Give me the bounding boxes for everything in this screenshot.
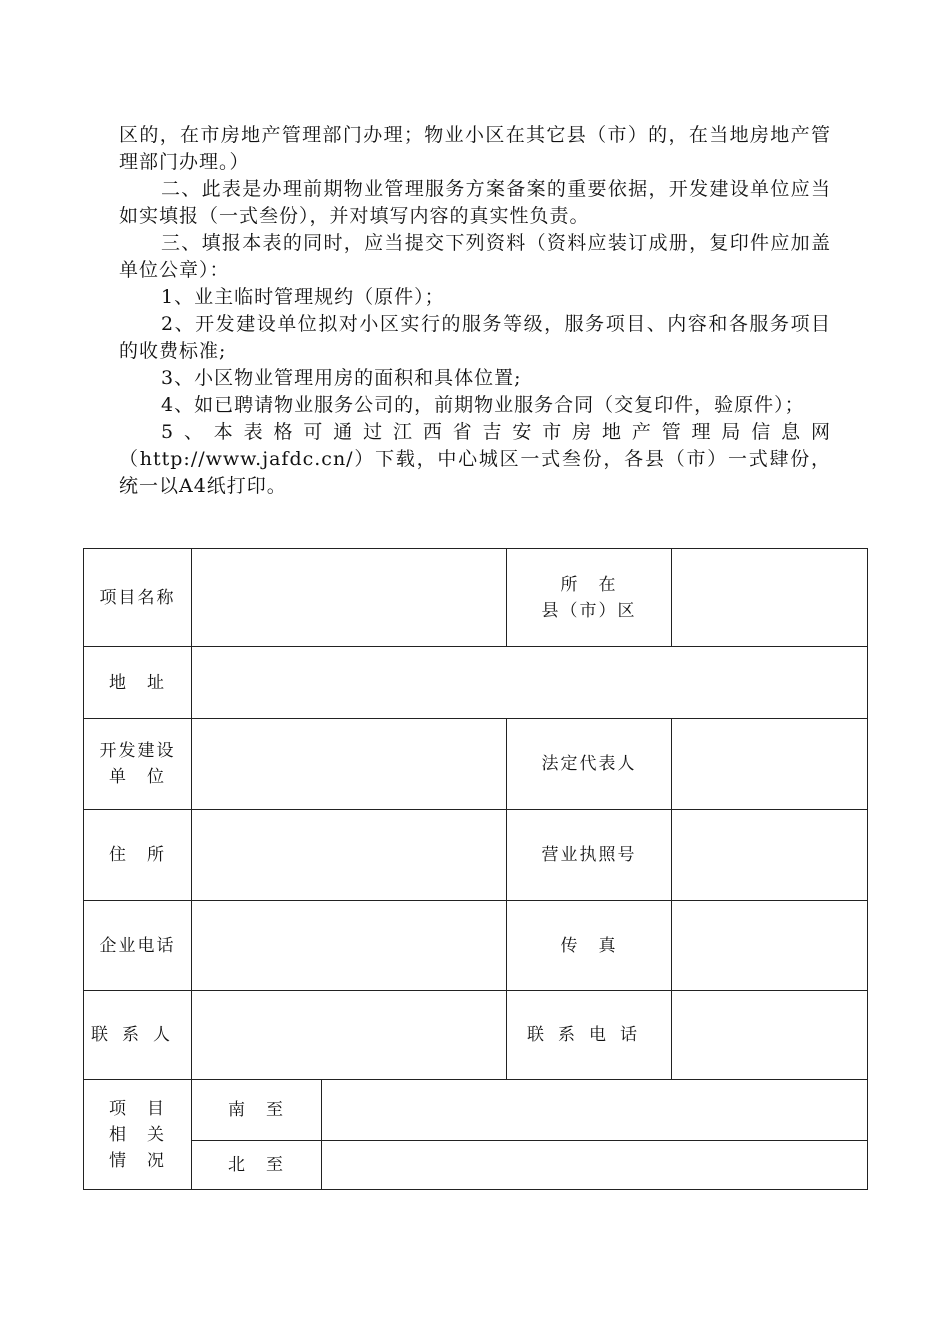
table-row <box>84 991 868 1080</box>
developer-label-line2: 单 位 <box>109 767 166 787</box>
phone-field[interactable] <box>192 901 507 991</box>
note-paragraph-2: 二、此表是办理前期物业管理服务方案备案的重要依据，开发建设单位应当如实填报（一式叁份），并对填写内容的真实性负责。 <box>119 178 831 227</box>
contact-phone-label: 联系电话 <box>507 991 672 1080</box>
instructions-text <box>119 122 831 500</box>
legal-rep-label: 法定代表人 <box>507 719 672 810</box>
table-row <box>84 1141 868 1190</box>
north-label: 北 至 <box>192 1141 322 1190</box>
location-field[interactable] <box>672 549 868 647</box>
note-paragraph-3: 三、填报本表的同时，应当提交下列资料（资料应装订成册，复印件应加盖单位公章）： <box>119 232 831 281</box>
note-item-5: 5、本表格可通过江西省吉安市房地产管理局信息网（http://www.jafdc.cn/）下载，中心城区一式叁份，各县（市）一式肆份，统一以A4纸打印。 <box>119 421 831 497</box>
note-item-2: 2、开发建设单位拟对小区实行的服务等级，服务项目、内容和各服务项目的收费标准; <box>119 313 831 362</box>
south-field[interactable] <box>322 1080 868 1141</box>
fax-label: 传 真 <box>507 901 672 991</box>
location-label <box>507 549 672 647</box>
table-row <box>84 1080 868 1141</box>
license-field[interactable] <box>672 810 868 901</box>
developer-label-line1: 开发建设 <box>99 741 176 761</box>
phone-label: 企业电话 <box>84 901 192 991</box>
table-row <box>84 647 868 719</box>
related-label-line3: 情 况 <box>109 1150 166 1171</box>
filing-form-table <box>83 548 868 1190</box>
related-label-line2: 相 关 <box>109 1124 166 1145</box>
location-label-line1: 所 在 <box>560 574 618 595</box>
south-label: 南 至 <box>192 1080 322 1141</box>
address-label: 地 址 <box>84 647 192 719</box>
residence-field[interactable] <box>192 810 507 901</box>
table-row <box>84 810 868 901</box>
note-item-4: 4、如已聘请物业服务公司的，前期物业服务合同（交复印件，验原件）； <box>161 394 805 416</box>
table-row <box>84 719 868 810</box>
fax-field[interactable] <box>672 901 868 991</box>
north-field[interactable] <box>322 1141 868 1190</box>
table-row <box>84 549 868 647</box>
developer-label <box>84 719 192 810</box>
table-row <box>84 901 868 991</box>
location-label-line2: 县（市）区 <box>541 600 637 621</box>
related-info-label <box>84 1080 192 1190</box>
license-label: 营业执照号 <box>507 810 672 901</box>
note-item-3: 3、小区物业管理用房的面积和具体位置; <box>161 367 522 389</box>
note-paragraph-1: 区的，在市房地产管理部门办理；物业小区在其它县（市）的，在当地房地产管理部门办理。） <box>119 124 831 173</box>
contact-field[interactable] <box>192 991 507 1080</box>
note-item-1: 1、业主临时管理规约（原件）； <box>161 286 445 308</box>
related-label-line1: 项 目 <box>109 1098 166 1119</box>
legal-rep-field[interactable] <box>672 719 868 810</box>
residence-label: 住 所 <box>84 810 192 901</box>
address-field[interactable] <box>192 647 868 719</box>
developer-field[interactable] <box>192 719 507 810</box>
contact-label: 联系人 <box>84 991 192 1080</box>
project-name-field[interactable] <box>192 549 507 647</box>
project-name-label: 项目名称 <box>84 549 192 647</box>
contact-phone-field[interactable] <box>672 991 868 1080</box>
